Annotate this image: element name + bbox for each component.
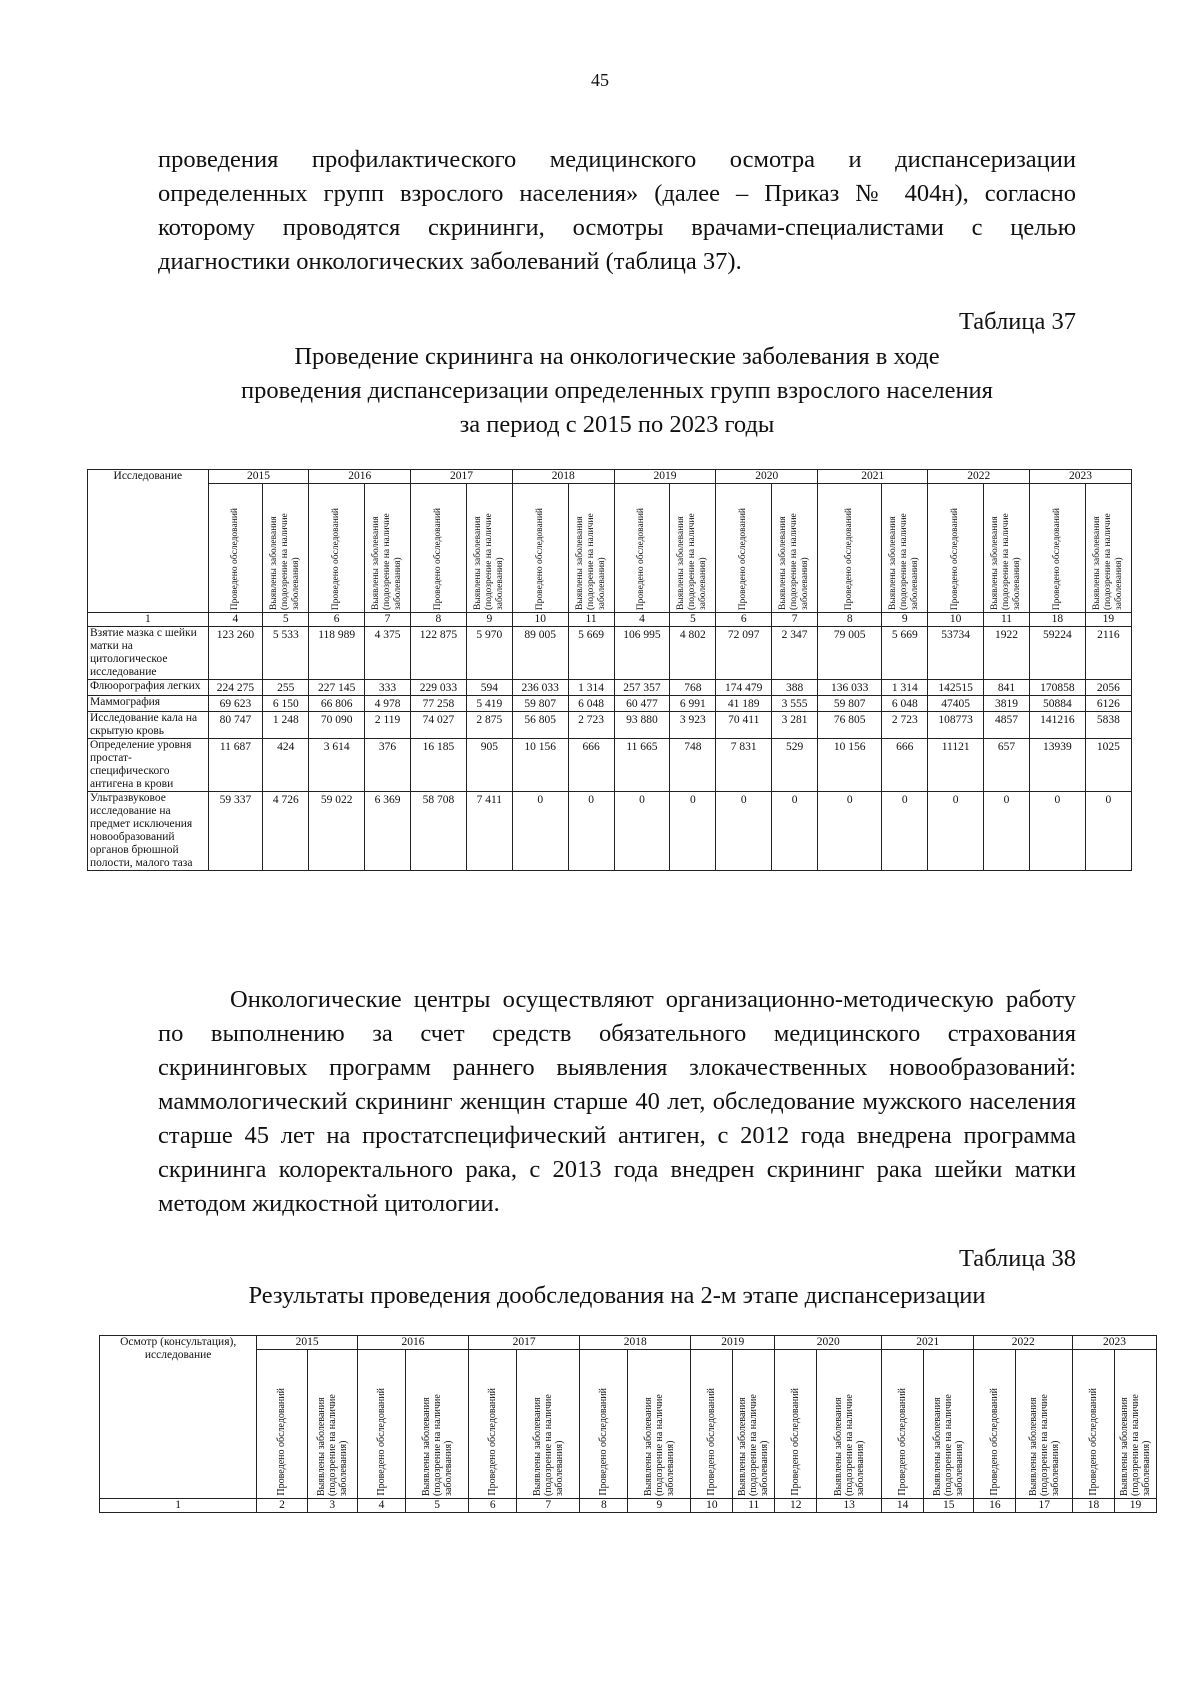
- table-cell: 59224: [1030, 627, 1086, 680]
- table-cell: 0: [983, 792, 1029, 871]
- table-cell: 4 726: [263, 792, 309, 871]
- table-cell: 0: [568, 792, 614, 871]
- table37-year: 2023: [1030, 470, 1132, 484]
- table-cell: 2 723: [568, 712, 614, 739]
- table38-column-number: 9: [628, 1499, 691, 1513]
- table-cell: 3 281: [772, 712, 818, 739]
- table-cell: 142515: [928, 680, 984, 696]
- table38-year-row: [100, 1336, 1157, 1350]
- table-cell: 89 005: [512, 627, 568, 680]
- table37-subheader-text: Выявлены заболевания (подозрение на наличие заболевания): [676, 513, 709, 610]
- table37-column-number: 9: [882, 613, 928, 627]
- table-cell: 11 665: [614, 739, 670, 792]
- table-cell: 333: [364, 680, 410, 696]
- table38-subheader: [1114, 1350, 1156, 1499]
- table37-subheader: [1030, 484, 1086, 613]
- table37-column-number: 8: [411, 613, 467, 627]
- table37-column-numbers: [88, 613, 1132, 627]
- table-cell: 3 923: [670, 712, 716, 739]
- table-cell: 748: [670, 739, 716, 792]
- table38-year: 2019: [691, 1336, 775, 1350]
- table37-column-number: 5: [670, 613, 716, 627]
- table38-year: 2015: [257, 1336, 358, 1350]
- table-cell: 666: [568, 739, 614, 792]
- table37-subheader-text: Выявлены заболевания (подозрение на наличие заболевания): [1091, 513, 1124, 610]
- table38-subheader-text: Проведено обследований: [790, 1388, 802, 1496]
- table-cell: 0: [928, 792, 984, 871]
- table-cell: 255: [263, 680, 309, 696]
- table38-column-numbers: [100, 1499, 1157, 1513]
- table-row: [88, 792, 1132, 871]
- table37-subheader: [411, 484, 467, 613]
- table38-subheader-text: Выявлены заболевания (подозрение на наличие заболевания): [531, 1394, 565, 1496]
- table38-column-number: 10: [691, 1499, 733, 1513]
- table38: [99, 1335, 1157, 1513]
- table-cell: 0: [670, 792, 716, 871]
- table-cell: 3 614: [309, 739, 365, 792]
- table37-year: 2016: [309, 470, 411, 484]
- table37-subheader-text: Проведено обследований: [844, 507, 855, 610]
- table-cell: 70 090: [309, 712, 365, 739]
- table-cell: 59 022: [309, 792, 365, 871]
- table37-year: 2015: [208, 470, 309, 484]
- table38-subheader-text: Проведено обследований: [487, 1388, 499, 1496]
- table37-column-number: 10: [512, 613, 568, 627]
- row-label: Взятие мазка с шейки матки на цитологическое исследование: [88, 627, 209, 680]
- table-cell: 529: [772, 739, 818, 792]
- table38-subheader-text: Выявлены заболевания (подозрение на наличие заболевания): [1027, 1394, 1061, 1496]
- table37-subheader: [466, 484, 512, 613]
- table38-column-number: 6: [469, 1499, 517, 1513]
- table37-subheader: [309, 484, 365, 613]
- row-label: Ультразвуковое исследование на предмет исключения новообразований органов брюшной полости, малого таза: [88, 792, 209, 871]
- table-cell: 236 033: [512, 680, 568, 696]
- table38-subheader-text: Проведено обследований: [1087, 1388, 1099, 1496]
- table-cell: 13939: [1030, 739, 1086, 792]
- table37-column-number: 9: [466, 613, 512, 627]
- table37-year: 2020: [716, 470, 818, 484]
- table38-subheader: [691, 1350, 733, 1499]
- table37-column-number: 19: [1085, 613, 1131, 627]
- table-cell: 3819: [983, 696, 1029, 712]
- table38-subheader: [257, 1350, 307, 1499]
- table-cell: 768: [670, 680, 716, 696]
- row-label: Определение уровня простат-специфического антигена в крови: [88, 739, 209, 792]
- table-cell: 59 807: [512, 696, 568, 712]
- table37-subheader-text: Выявлены заболевания (подозрение на наличие заболевания): [888, 513, 921, 610]
- table-cell: 6126: [1085, 696, 1131, 712]
- table37-subheader-text: Выявлены заболевания (подозрение на наличие заболевания): [778, 513, 811, 610]
- row-label: Маммография: [88, 696, 209, 712]
- table-cell: 108773: [928, 712, 984, 739]
- table38-year: 2018: [580, 1336, 691, 1350]
- table37-subheader: [772, 484, 818, 613]
- table-cell: 2116: [1085, 627, 1131, 680]
- table37-subheader: [364, 484, 410, 613]
- table37-subheader-text: Проведено обследований: [1051, 507, 1062, 610]
- table38-subheader: [775, 1350, 817, 1499]
- table-cell: 5 669: [568, 627, 614, 680]
- table-cell: 6 150: [263, 696, 309, 712]
- table-cell: 5838: [1085, 712, 1131, 739]
- table38-subheader-row: [100, 1350, 1157, 1499]
- table-cell: 2 723: [882, 712, 928, 739]
- table-cell: 5 419: [466, 696, 512, 712]
- table37-subheader: [882, 484, 928, 613]
- row-label: Исследование кала на скрытую кровь: [88, 712, 209, 739]
- table37-subheader-text: Выявлены заболевания (подозрение на наличие заболевания): [574, 513, 607, 610]
- table-cell: 2 875: [466, 712, 512, 739]
- table37-column-number: 1: [88, 613, 209, 627]
- table-cell: 2 347: [772, 627, 818, 680]
- table38-subheader: [357, 1350, 405, 1499]
- table38-column-number: 2: [257, 1499, 307, 1513]
- table-cell: 136 033: [818, 680, 882, 696]
- table-cell: 227 145: [309, 680, 365, 696]
- table38-subheader-text: Выявлены заболевания (подозрение на наличие заболевания): [932, 1394, 966, 1496]
- table-cell: 0: [882, 792, 928, 871]
- table38-subheader-text: Проведено обследований: [376, 1388, 388, 1496]
- table-cell: 70 411: [716, 712, 772, 739]
- table38-subheader: [517, 1350, 580, 1499]
- table-cell: 141216: [1030, 712, 1086, 739]
- table38-column-number: 15: [924, 1499, 974, 1513]
- table-cell: 58 708: [411, 792, 467, 871]
- table37-subheader: [818, 484, 882, 613]
- table-cell: 11121: [928, 739, 984, 792]
- table-cell: 0: [818, 792, 882, 871]
- table-cell: 0: [614, 792, 670, 871]
- table38-subheader-text: Выявлены заболевания (подозрение на наличие заболевания): [832, 1394, 866, 1496]
- table37-column-number: 7: [364, 613, 410, 627]
- table37-year: 2017: [411, 470, 513, 484]
- table38-subheader-text: Проведено обследований: [706, 1388, 718, 1496]
- table37-column-number: 11: [568, 613, 614, 627]
- table37-column-number: 10: [928, 613, 984, 627]
- table37-subheader: [614, 484, 670, 613]
- table-cell: 79 005: [818, 627, 882, 680]
- table-cell: 1 314: [568, 680, 614, 696]
- table37-subheader-text: Проведено обследований: [229, 507, 240, 610]
- table38-subheader: [924, 1350, 974, 1499]
- table-row: [88, 680, 1132, 696]
- table-cell: 59 807: [818, 696, 882, 712]
- table38-subheader-text: Проведено обследований: [276, 1388, 288, 1496]
- table38-caption: Результаты проведения дообследования на 2-м этапе диспансеризации: [248, 1282, 986, 1309]
- table38-column-number: 14: [882, 1499, 924, 1513]
- table38-year: 2023: [1073, 1336, 1157, 1350]
- table-cell: 5 669: [882, 627, 928, 680]
- table-cell: 122 875: [411, 627, 467, 680]
- table38-subheader: [469, 1350, 517, 1499]
- table-cell: 2 119: [364, 712, 410, 739]
- table-cell: 106 995: [614, 627, 670, 680]
- body-paragraph: Онкологические центры осуществляют организационно-методическую работу по выполнению за счет средств обязательного медицинского страхования скрининговых программ раннего выявления злокачественных новообразований: маммологический скрининг женщин старше 40 лет, обследование мужского населения старше 45 лет на простатспецифический антиген, с 2012 года внедрена программа скрининга колоректального рака, с 2013 года внедрен скрининг рака шейки матки методом жидкостной цитологии.: [158, 986, 1076, 1217]
- table38-subheader: [628, 1350, 691, 1499]
- table37-label: Таблица 37: [958, 308, 1076, 335]
- table38-subheader: [580, 1350, 628, 1499]
- table-cell: 66 806: [309, 696, 365, 712]
- table38-column-number: 11: [733, 1499, 775, 1513]
- table-cell: 60 477: [614, 696, 670, 712]
- table-cell: 6 048: [882, 696, 928, 712]
- table38-year: 2020: [775, 1336, 882, 1350]
- table38-column-number: 12: [775, 1499, 817, 1513]
- table-cell: 123 260: [208, 627, 263, 680]
- table38-column-number: 18: [1073, 1499, 1115, 1513]
- table-cell: 77 258: [411, 696, 467, 712]
- table37: [87, 469, 1132, 871]
- table37-subheader: [670, 484, 716, 613]
- table38-subheader-text: Проведено обследований: [989, 1388, 1001, 1496]
- table37-subheader-text: Проведено обследований: [534, 507, 545, 610]
- table37-subheader-row: [88, 484, 1132, 613]
- table38-subheader: [1073, 1350, 1115, 1499]
- table38-subheader-text: Проведено обследований: [598, 1388, 610, 1496]
- table37-column-number: 5: [263, 613, 309, 627]
- page-number: 45: [591, 70, 609, 90]
- table38-column-number: 13: [817, 1499, 882, 1513]
- table37-column-number: 8: [818, 613, 882, 627]
- table-cell: 50884: [1030, 696, 1086, 712]
- table38-column-number: 1: [100, 1499, 257, 1513]
- table38-first-header: Осмотр (консультация), исследование: [100, 1336, 257, 1499]
- table-row: [88, 696, 1132, 712]
- table-cell: 6 048: [568, 696, 614, 712]
- table-cell: 0: [1030, 792, 1086, 871]
- table37-first-header: Исследование: [88, 470, 209, 613]
- table-cell: 11 687: [208, 739, 263, 792]
- table-cell: 224 275: [208, 680, 263, 696]
- table37-subheader: [716, 484, 772, 613]
- table38-year: 2016: [357, 1336, 468, 1350]
- table-row: [88, 739, 1132, 792]
- table37-caption: [150, 340, 1084, 442]
- table38-subheader-text: Выявлены заболевания (подозрение на наличие заболевания): [737, 1394, 771, 1496]
- table37-subheader-text: Проведено обследований: [636, 507, 647, 610]
- table37-column-number: 11: [983, 613, 1029, 627]
- table-cell: 76 805: [818, 712, 882, 739]
- table38-column-number: 5: [406, 1499, 469, 1513]
- table37-year: 2021: [818, 470, 928, 484]
- table-cell: 2056: [1085, 680, 1131, 696]
- table37-column-number: 6: [309, 613, 365, 627]
- table-cell: 1 314: [882, 680, 928, 696]
- table38-subheader: [1016, 1350, 1073, 1499]
- table-cell: 16 185: [411, 739, 467, 792]
- table37-column-number: 6: [716, 613, 772, 627]
- table38-subheader-text: Выявлены заболевания (подозрение на наличие заболевания): [1118, 1394, 1152, 1496]
- table38-column-number: 7: [517, 1499, 580, 1513]
- table-cell: 657: [983, 739, 1029, 792]
- table-cell: 59 337: [208, 792, 263, 871]
- table-cell: 7 411: [466, 792, 512, 871]
- table37-column-number: 18: [1030, 613, 1086, 627]
- table-cell: 6 369: [364, 792, 410, 871]
- table37-subheader-text: Проведено обследований: [738, 507, 749, 610]
- table-cell: 666: [882, 739, 928, 792]
- table37-subheader: [512, 484, 568, 613]
- table38-subheader-text: Проведено обследований: [897, 1388, 909, 1496]
- table37-subheader-text: Проведено обследований: [950, 507, 961, 610]
- table-cell: 47405: [928, 696, 984, 712]
- table38-column-number: 3: [307, 1499, 357, 1513]
- intro-paragraph: проведения профилактического медицинского осмотра и диспансеризации определенных групп взрослого населения» (далее – Приказ № 404н), согласно которому проводятся скрининги, осмотры врачами-специалистами с целью диагностики онкологических заболеваний (таблица 37).: [158, 146, 1076, 275]
- table-cell: 10 156: [512, 739, 568, 792]
- table-cell: 118 989: [309, 627, 365, 680]
- table37-subheader-text: Выявлены заболевания (подозрение на наличие заболевания): [269, 513, 302, 610]
- row-label: Флюорография легких: [88, 680, 209, 696]
- table37-subheader: [983, 484, 1029, 613]
- table37-caption-line: проведения диспансеризации определенных групп взрослого населения: [241, 377, 993, 404]
- table-cell: 376: [364, 739, 410, 792]
- table-cell: 41 189: [716, 696, 772, 712]
- table-cell: 56 805: [512, 712, 568, 739]
- table37-subheader-text: Выявлены заболевания (подозрение на наличие заболевания): [990, 513, 1023, 610]
- table38-subheader: [733, 1350, 775, 1499]
- table-cell: 229 033: [411, 680, 467, 696]
- table-cell: 0: [716, 792, 772, 871]
- table-cell: 4 802: [670, 627, 716, 680]
- table-cell: 3 555: [772, 696, 818, 712]
- table-cell: 0: [772, 792, 818, 871]
- table38-subheader: [406, 1350, 469, 1499]
- table-cell: 5 970: [466, 627, 512, 680]
- table38-subheader: [307, 1350, 357, 1499]
- table-cell: 0: [512, 792, 568, 871]
- table38-column-number: 8: [580, 1499, 628, 1513]
- table38-column-number: 17: [1016, 1499, 1073, 1513]
- table-cell: 4 978: [364, 696, 410, 712]
- table38-column-number: 16: [974, 1499, 1016, 1513]
- table37-year: 2022: [928, 470, 1030, 484]
- table-cell: 5 533: [263, 627, 309, 680]
- table37-column-number: 4: [208, 613, 263, 627]
- table-row: [88, 627, 1132, 680]
- table38-subheader-text: Выявлены заболевания (подозрение на наличие заболевания): [642, 1394, 676, 1496]
- table-cell: 1025: [1085, 739, 1131, 792]
- table38-column-number: 19: [1114, 1499, 1156, 1513]
- table38-subheader: [882, 1350, 924, 1499]
- table37-subheader-text: Выявлены заболевания (подозрение на наличие заболевания): [472, 513, 505, 610]
- table38-year: 2021: [882, 1336, 974, 1350]
- table-cell: 841: [983, 680, 1029, 696]
- table-cell: 174 479: [716, 680, 772, 696]
- table38-subheader-text: Выявлены заболевания (подозрение на наличие заболевания): [420, 1394, 454, 1496]
- table-cell: 74 027: [411, 712, 467, 739]
- table38-column-number: 4: [357, 1499, 405, 1513]
- table37-subheader-text: Проведено обследований: [331, 507, 342, 610]
- table-cell: 4857: [983, 712, 1029, 739]
- table-cell: 72 097: [716, 627, 772, 680]
- table-cell: 905: [466, 739, 512, 792]
- table37-subheader: [1085, 484, 1131, 613]
- table37-subheader: [208, 484, 263, 613]
- table37-subheader: [928, 484, 984, 613]
- table-cell: 1922: [983, 627, 1029, 680]
- table37-year: 2019: [614, 470, 716, 484]
- table-cell: 80 747: [208, 712, 263, 739]
- table-cell: 0: [1085, 792, 1131, 871]
- table-cell: 594: [466, 680, 512, 696]
- table37-subheader: [263, 484, 309, 613]
- table37-year-row: [88, 470, 1132, 484]
- table-cell: 10 156: [818, 739, 882, 792]
- table38-year: 2017: [469, 1336, 580, 1350]
- table37-column-number: 4: [614, 613, 670, 627]
- table-row: [88, 712, 1132, 739]
- table37-column-number: 7: [772, 613, 818, 627]
- table38-subheader-text: Выявлены заболевания (подозрение на наличие заболевания): [315, 1394, 349, 1496]
- table37-caption-line: за период с 2015 по 2023 годы: [459, 411, 775, 438]
- table-cell: 170858: [1030, 680, 1086, 696]
- table-cell: 53734: [928, 627, 984, 680]
- table38-label: Таблица 38: [958, 1245, 1076, 1272]
- table37-caption-line: Проведение скрининга на онкологические заболевания в ходе: [294, 343, 940, 370]
- table-cell: 257 357: [614, 680, 670, 696]
- table38-subheader: [974, 1350, 1016, 1499]
- table38-subheader: [817, 1350, 882, 1499]
- table-cell: 69 623: [208, 696, 263, 712]
- table-cell: 424: [263, 739, 309, 792]
- table38-year: 2022: [974, 1336, 1073, 1350]
- table-cell: 6 991: [670, 696, 716, 712]
- table37-subheader-text: Выявлены заболевания (подозрение на наличие заболевания): [371, 513, 404, 610]
- table-cell: 93 880: [614, 712, 670, 739]
- table-cell: 7 831: [716, 739, 772, 792]
- table-cell: 4 375: [364, 627, 410, 680]
- table37-subheader-text: Проведено обследований: [432, 507, 443, 610]
- table-cell: 1 248: [263, 712, 309, 739]
- table37-subheader: [568, 484, 614, 613]
- table-cell: 388: [772, 680, 818, 696]
- table37-year: 2018: [512, 470, 614, 484]
